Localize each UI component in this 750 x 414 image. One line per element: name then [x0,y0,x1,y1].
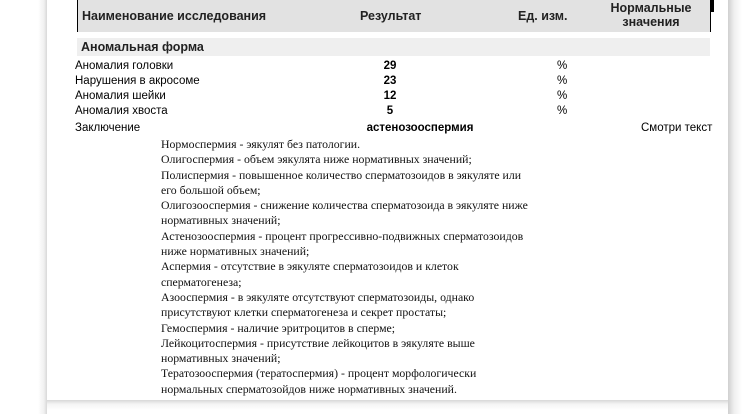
row-name: Аномалия головки [75,60,174,72]
row-unit: % [557,105,568,117]
conclusion-value: астенозооспермия [366,122,474,134]
header-norm [598,1,704,29]
definition-line: сперматогенеза; [161,274,242,289]
definitions-text [161,137,561,397]
row-unit: % [557,75,568,87]
conclusion-label: Заключение [75,122,141,134]
definition-line: Астенозооспермия - процент прогрессивно-подвижных сперматозоидов [161,228,524,243]
row-unit: % [557,90,568,102]
page-shadow-right [728,0,750,414]
header-norm-line2: значения [622,15,680,29]
definition-line: его большой объем; [161,182,261,197]
page-shadow-bottom [47,400,728,414]
definition-line: Аспермия - отсутствие в эякуляте сперматозоидов и клеток [161,259,459,274]
row-value: 5 [386,105,394,117]
definition-line: нормативных значений; [161,351,281,366]
row-name: Нарушения в акросоме [75,75,200,87]
definition-line: Олигоспермия - объем эякулята ниже нормативных значений; [161,152,472,167]
definition-line: нормативных значений; [161,213,281,228]
table-row [75,59,715,74]
table-row [75,74,715,89]
table-border-right [710,0,714,12]
definition-line: ниже нормативных значений; [161,244,310,259]
header-name: Наименование исследования [82,9,267,23]
definition-line: нормальных сперматозойдов ниже нормативных значений. [161,381,457,396]
header-unit: Ед. изм. [518,9,568,23]
row-value: 23 [383,75,397,87]
header-result: Результат [360,9,422,23]
row-value: 29 [383,60,397,72]
header-norm-line1: Нормальные [610,1,692,15]
table-row [75,104,715,119]
definition-line: Полиспермия - повышенное количество сперматозоидов в эякуляте или [161,167,522,182]
definition-line: Лейкоцитоспермия - присутствие лейкоцитов в эякуляте выше [161,335,475,350]
row-name: Аномалия хвоста [75,105,168,117]
row-value: 12 [383,90,397,102]
document-page [47,0,728,400]
row-name: Аномалия шейки [75,90,166,102]
definition-line: присутствуют клетки сперматогенеза и секрет простаты; [161,305,447,320]
table-row [75,89,715,104]
definition-line: Азооспермия - в эякуляте отсутствуют сперматозоиды, однако [161,289,475,304]
definition-line: Гемоспермия - наличие эритроцитов в сперме; [161,320,396,335]
row-unit: % [557,60,568,72]
definition-line: Нормоспермия - эякулят без патологии. [161,137,361,151]
conclusion-row [75,121,715,136]
table-header [77,0,711,32]
page-shadow-left [0,0,47,414]
definition-line: Тератозооспермия (тератоспермия) - процент морфологически [161,366,477,381]
definition-line: Олигозооспермия - снижение количества сперматозоида в эякуляте ниже [161,198,528,213]
section-title: Аномальная форма [77,38,710,56]
conclusion-note: Смотри текст [641,122,713,134]
